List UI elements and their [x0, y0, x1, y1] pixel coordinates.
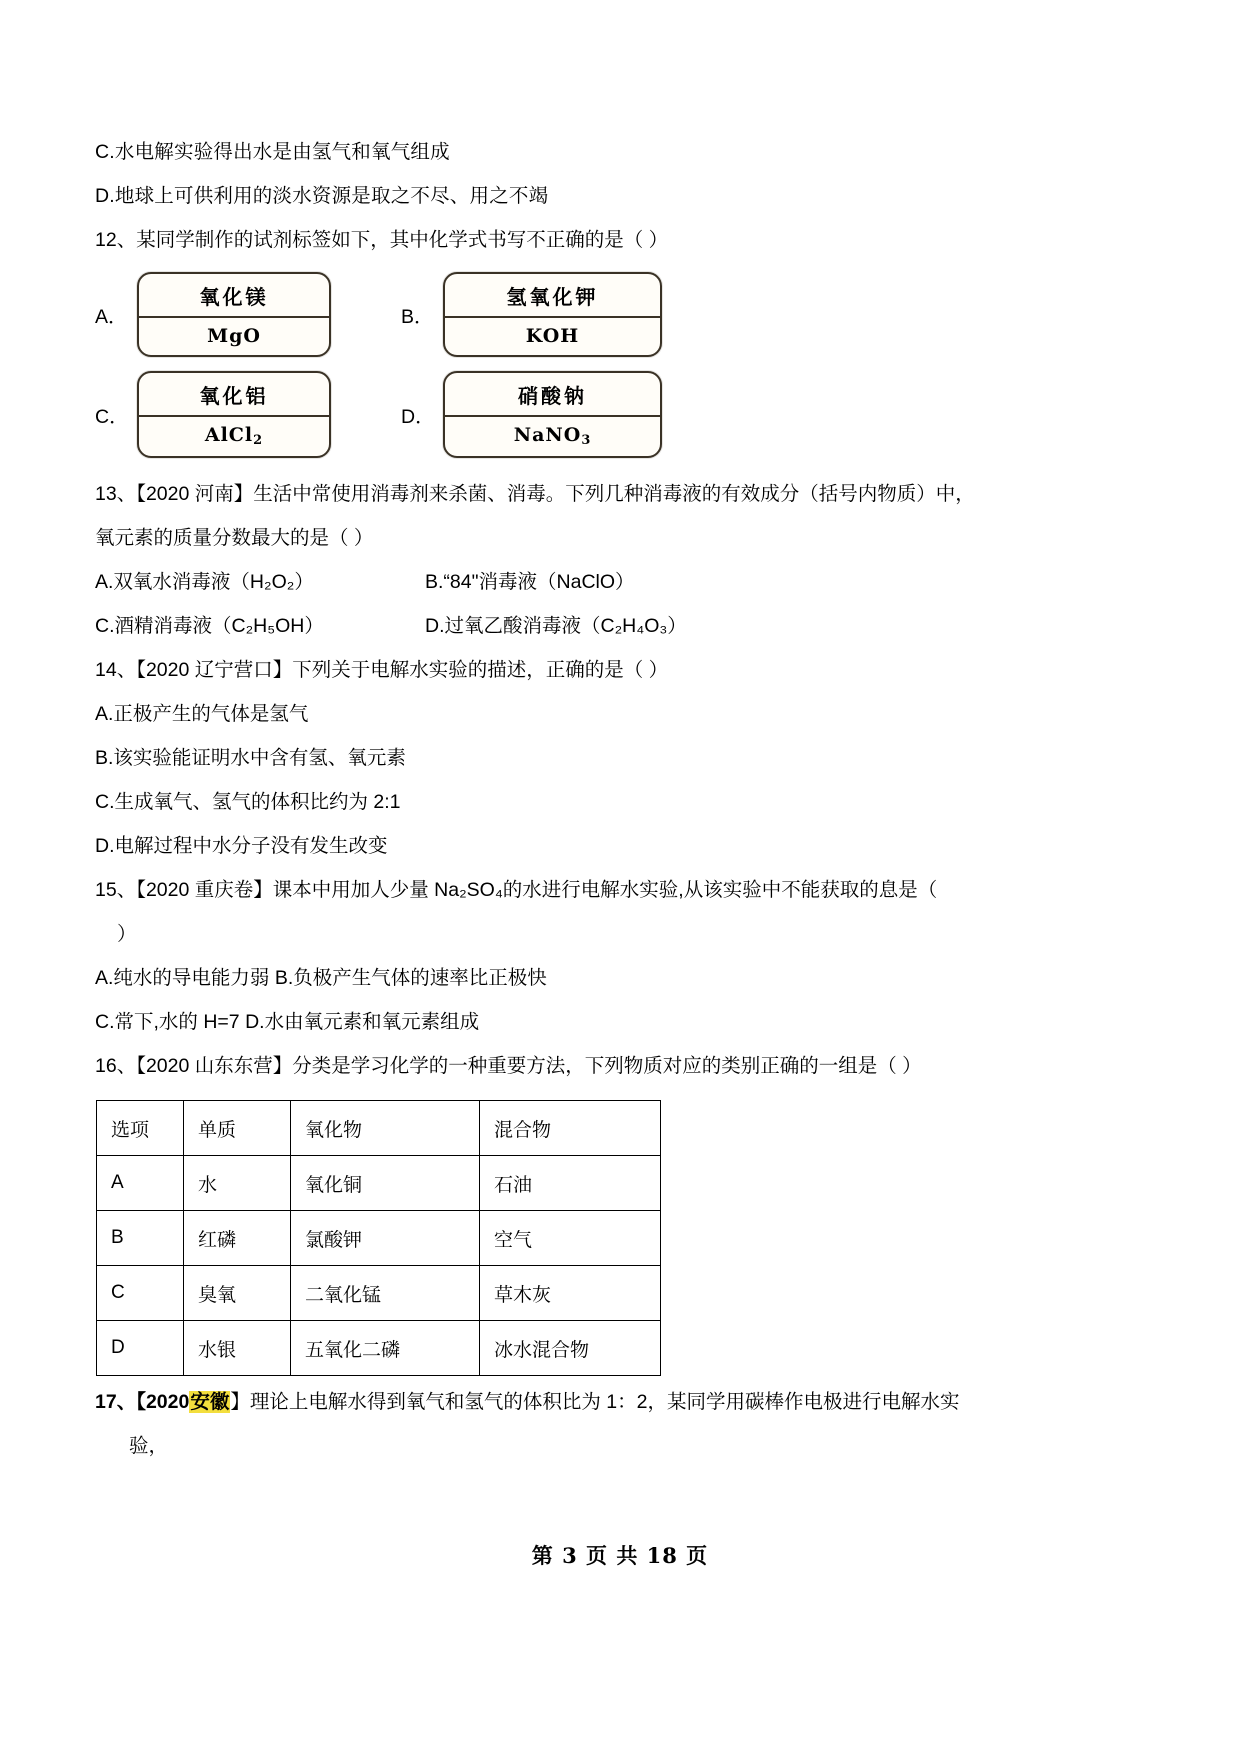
row-d-element: 水银	[184, 1321, 291, 1376]
table-header-row	[97, 1101, 661, 1156]
q15-options-cd: C.常下,水的 H=7 D.水由氧元素和氧元素组成	[95, 1011, 480, 1034]
q14-option-c: C.生成氧气、氢气的体积比约为 2:1	[95, 791, 401, 814]
reagent-label-a	[137, 272, 331, 357]
q17-suffix: 】理论上电解水得到氧气和氢气的体积比为 1：2，某同学用碳棒作电极进行电解水实	[230, 1391, 960, 1414]
question-13-line1: 13、【2020 河南】生活中常使用消毒剂来杀菌、消毒。下列几种消毒液的有效成分（括号内物质）中，	[95, 483, 975, 506]
question-13-line2: 氧元素的质量分数最大的是（ ）	[95, 527, 374, 550]
question-16-stem: 16、【2020 山东东营】分类是学习化学的一种重要方法，下列物质对应的类别正确的一组是（ ）	[95, 1055, 922, 1078]
row-d-mixture: 冰水混合物	[480, 1321, 661, 1376]
q14-option-d: D.电解过程中水分子没有发生改变	[95, 835, 388, 858]
reagent-label-d	[443, 371, 662, 458]
reagent-name-a: 氧化镁	[139, 274, 329, 318]
q14-option-a: A.正极产生的气体是氢气	[95, 703, 309, 726]
reagent-labels-group	[95, 272, 1115, 458]
formula-sub-c: 2	[253, 433, 264, 449]
reagent-label-row-cd	[95, 371, 1115, 458]
header-cell-2: 氧化物	[291, 1101, 480, 1156]
table-row	[97, 1156, 661, 1211]
row-c-option: C	[97, 1266, 184, 1321]
header-cell-3: 混合物	[480, 1101, 661, 1156]
row-a-element: 水	[184, 1156, 291, 1211]
question-15-line1: 15、【2020 重庆卷】课本中用加人少量 Na₂SO₄的水进行电解水实验,从该实验中不能获取的息是（	[95, 879, 938, 902]
row-b-oxide: 氯酸钾	[291, 1211, 480, 1266]
reagent-name-d: 硝酸钠	[445, 373, 660, 417]
page-footer: 第 3 页 共 18 页	[531, 1543, 709, 1568]
page-content	[95, 130, 1115, 1468]
reagent-label-c	[137, 371, 331, 458]
row-c-mixture: 草木灰	[480, 1266, 661, 1321]
label-letter-b: B．	[401, 305, 434, 328]
question-13-options-ab	[95, 560, 1115, 604]
q17-highlight: 安徽	[190, 1391, 230, 1414]
label-letter-a: A．	[95, 305, 128, 328]
question-14-stem: 14、【2020 辽宁营口】下列关于电解水实验的描述，正确的是（ ）	[95, 659, 669, 682]
table-row	[97, 1321, 661, 1376]
row-b-mixture: 空气	[480, 1211, 661, 1266]
row-a-mixture: 石油	[480, 1156, 661, 1211]
classification-table	[96, 1100, 661, 1376]
q13-option-c: C.酒精消毒液（C₂H₅OH）	[95, 615, 324, 638]
reagent-label-row-ab	[95, 272, 1115, 357]
question-17-line1	[95, 1380, 1115, 1424]
label-letter-d: D．	[401, 405, 435, 428]
reagent-label-b	[443, 272, 662, 357]
formula-sub-d: 3	[581, 433, 592, 449]
reagent-formula-c	[139, 417, 329, 456]
row-b-element: 红磷	[184, 1211, 291, 1266]
q14-option-b: B.该实验能证明水中含有氢、氧元素	[95, 747, 406, 770]
label-letter-c: C．	[95, 405, 129, 428]
row-d-oxide: 五氧化二磷	[291, 1321, 480, 1376]
row-c-element: 臭氧	[184, 1266, 291, 1321]
q13-option-b: B.“84"消毒液（NaClO）	[425, 571, 635, 594]
row-b-option: B	[97, 1211, 184, 1266]
q13-option-a: A.双氧水消毒液（H₂O₂）	[95, 571, 314, 594]
q17-prefix: 17、【2020	[95, 1391, 190, 1414]
reagent-name-c: 氧化铝	[139, 373, 329, 417]
question-15-line2: ）	[117, 923, 137, 946]
formula-text-d: NaNO	[513, 424, 582, 446]
option-d-q11: D.地球上可供利用的淡水资源是取之不尽、用之不竭	[95, 185, 549, 207]
table-row	[97, 1211, 661, 1266]
reagent-name-b: 氢氧化钾	[445, 274, 660, 318]
question-17-line2: 验，	[129, 1435, 169, 1458]
question-12-stem: 12、某同学制作的试剂标签如下，其中化学式书写不正确的是（ ）	[95, 229, 669, 251]
row-d-option: D	[97, 1321, 184, 1376]
reagent-formula-a: MgO	[207, 325, 261, 347]
row-c-oxide: 二氧化锰	[291, 1266, 480, 1321]
option-c-q11: C.水电解实验得出水是由氢气和氧气组成	[95, 141, 450, 163]
reagent-formula-b: KOH	[525, 325, 580, 347]
q15-options-ab: A.纯水的导电能力弱 B.负极产生气体的速率比正极快	[95, 967, 547, 990]
row-a-oxide: 氧化铜	[291, 1156, 480, 1211]
formula-text-c: AlCl	[204, 424, 254, 446]
question-13-options-cd	[95, 604, 1115, 648]
q13-option-d: D.过氧乙酸消毒液（C₂H₄O₃）	[425, 615, 687, 638]
reagent-formula-d	[445, 417, 660, 456]
table-row	[97, 1266, 661, 1321]
header-cell-0: 选项	[97, 1101, 184, 1156]
row-a-option: A	[97, 1156, 184, 1211]
header-cell-1: 单质	[184, 1101, 291, 1156]
